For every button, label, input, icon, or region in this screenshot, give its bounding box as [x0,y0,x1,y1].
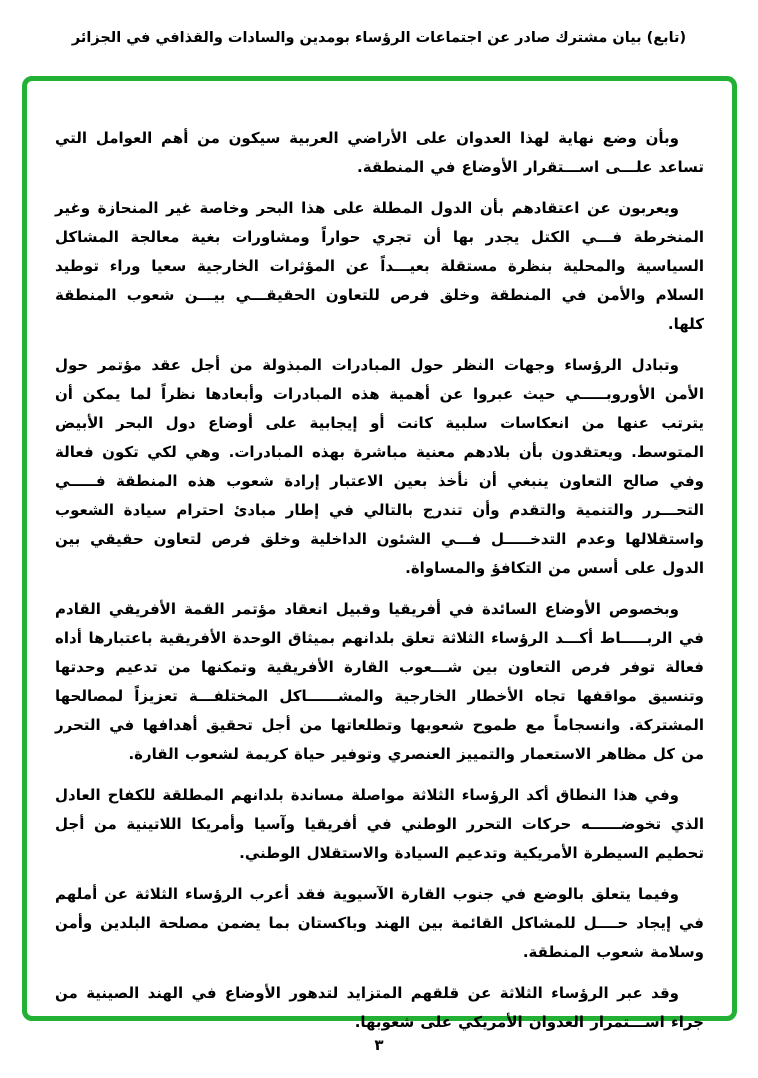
paragraph: ويعربون عن اعتقادهم بأن الدول المطلة على هذا البحر وخاصة غير المنحازة وغير المنخرطة فـــي الكتل يجدر بها أن تجري حواراً ومشاورات بغية معالجة المشاكل السياسية والمحلية بنظرة مستقلة بعيـــداً عن المؤثرات الخارجية سعيا وراء توطيد السلام والأمن في المنطقة وخلق فرص للتعاون الحقيقـــي بيـــن شعوب المنطقة كلها. [55,199,704,333]
paragraph: وبأن وضع نهاية لهذا العدوان على الأراضي العربية سيكون من أهم العوامل التي تساعد علـــى اســـتقرار الأوضاع في المنطقة. [55,129,704,176]
paragraph: وفيما يتعلق بالوضع في جنوب القارة الآسيوية فقد أعرب الرؤساء الثلاثة عن أملهم في إيجاد حــــل للمشاكل القائمة بين الهند وباكستان بما يضمن مصلحة البلدين وأمن وسلامة شعوب المنطقة. [55,885,704,961]
document-title: (تابع) بيان مشترك صادر عن اجتماعات الرؤساء بومدين والسادات والقذافي في الجزائر [71,30,687,46]
document-body [27,81,732,1037]
paragraph: وتبادل الرؤساء وجهات النظر حول المبادرات المبذولة من أجل عقد مؤتمر حول الأمن الأوروبـــــي حيث عبروا عن أهمية هذه المبادرات وأبعادها نظراً لما يمكن أن يترتب عنها من انعكاسات سلبية كانت أو إيجابية على أوضاع دول البحر الأبيض المتوسط. ويعتقدون بأن بلادهم معنية مباشرة بهذه المبادرات. وهي لكي تكون فعالة وفي صالح التعاون ينبغي أن نأخذ بعين الاعتبار إرادة شعوب هذه المنطقة فـــــي التحـــرر والتنمية والتقدم وأن تندرج بالتالي في إطار مبادئ احترام سيادة الشعوب واستقلالها وعدم التدخـــــل فـــي الشئون الداخلية وخلق فرص لتعاون حقيقي بين الدول على أسس من التكافؤ والمساواة. [55,356,704,577]
paragraph: وقد عبر الرؤساء الثلاثة عن قلقهم المتزايد لتدهور الأوضاع في الهند الصينية من جراء اســـتمرار العدوان الأمريكي على شعوبها. [55,984,704,1031]
green-border-frame [22,76,737,1031]
paragraph: وبخصوص الأوضاع السائدة في أفريقيا وقبيل انعقاد مؤتمر القمة الأفريقي القادم في الربـــــاط أكـــد الرؤساء الثلاثة تعلق بلدانهم بميثاق الوحدة الأفريقية باعتبارها أداه فعالة توفر فرص التعاون بين شـــعوب القارة الأفريقية وتمكنها من تدعيم وحدتها وتنسيق مواقفها تجاه الأخطار الخارجية والمشــــــاكل المختلفـــة تعزيزاً لمصالحها المشتركة. وانسجاماً مع طموح شعوبها وتطلعاتها من أجل تحقيق أهدافها في التحرر من كل مظاهر الاستعمار والتمييز العنصري وتوفير حياة كريمة لشعوب القارة. [55,600,704,763]
paragraph: وفي هذا النطاق أكد الرؤساء الثلاثة مواصلة مساندة بلدانهم المطلقة للكفاح العادل الذي تخوضــــــه حركات التحرر الوطني في أفريقيا وآسيا وأمريكا اللاتينية من أجل تحطيم السيطرة الأمريكية وتدعيم السيادة والاستقلال الوطني. [55,786,704,862]
page-number: ٣ [374,1036,384,1054]
